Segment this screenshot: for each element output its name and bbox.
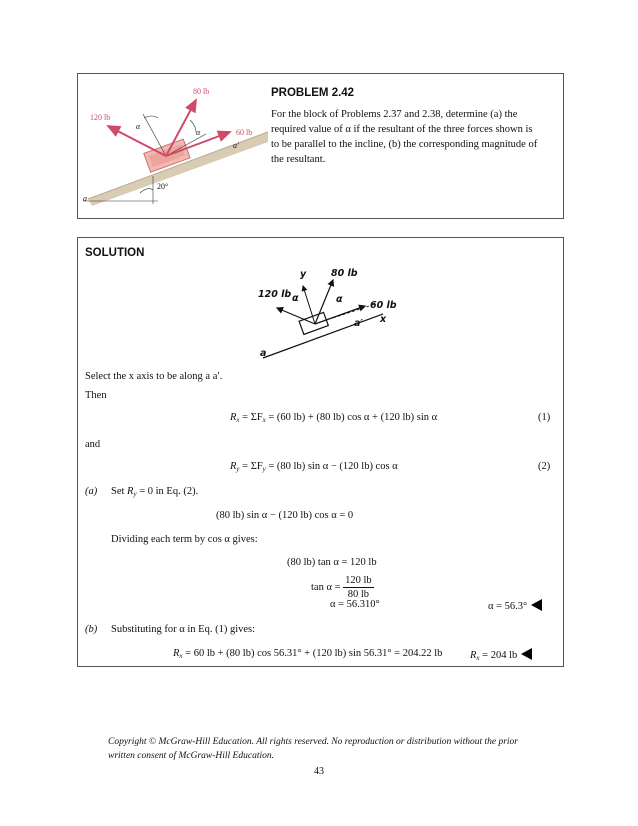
part-a-label [85,486,97,497]
label-a-prime: a′ [233,141,239,150]
tan-lhs: tan α = [311,581,341,593]
tan-equation [311,574,374,601]
part-a-text: Set $R_y = 0$ in Eq. (2). [111,486,199,498]
label-120lb: 120 lb [90,113,111,122]
sketch-a-prime: a′ [354,318,363,329]
tan-fraction [343,574,374,601]
label-alpha-left: α [136,122,141,131]
equation-1: $R_x = \Sigma F_x = (60$ lb) + (80 lb) cos α + (120 lb) sin α [230,412,438,424]
answer-arrow-icon [531,599,542,611]
copyright-line-2: written consent of McGraw-Hill Education. [108,751,274,761]
alpha-answer-text: α = 56.3° [488,601,528,612]
select-text: Select the x axis to be along a a′. [85,371,223,382]
tan-numerator: 120 lb [345,575,372,586]
eq1-number: (1) [538,412,551,423]
answer-arrow-icon [521,648,532,660]
problem-line-4: the resultant. [271,154,326,165]
problem-line-3: to be parallel to the incline, (b) the corresponding magnitude of [271,139,538,150]
alpha-answer [488,599,542,612]
solution-title: SOLUTION [85,247,145,259]
copyright-line-1: Copyright © McGraw-Hill Education. All rights reserved. No reproduction or distribution without the prior [108,737,518,747]
page-number: 43 [314,766,324,777]
and-text: and [85,439,101,450]
eq1-rhs: = (60 lb) + (80 lb) cos α + (120 lb) sin α [268,412,438,423]
sketch-60lb: 60 lb [370,300,397,311]
sketch-y: y [300,269,307,280]
label-angle: 20° [157,182,169,191]
eq1-sigma: = ΣF [242,412,263,423]
tan-denominator: 80 lb [347,589,370,600]
part-b: (b) [85,624,98,635]
sketch-a: a [260,348,267,359]
sketch-x: x [380,314,387,325]
set-text-2: = 0 in Eq. (2). [139,486,199,497]
eq2-rhs: = (80 lb) sin α − (120 lb) cos α [268,461,398,472]
then-text: Then [85,390,107,401]
part-a: (a) [85,486,98,497]
problem-line-1: For the block of Problems 2.37 and 2.38, determine (a) the [271,109,518,120]
problem-line-2: required value of α if the resultant of the three forces shown is [271,124,533,135]
rx-equation-text: = 60 lb + (80 lb) cos 56.31° + (120 lb) sin 56.31° = 204.22 lb [185,648,443,659]
solution-box [77,237,564,667]
rx-answer-text: = 204 lb [482,650,518,661]
label-a: a [83,194,87,203]
problem-box [77,73,564,219]
part-b-text: Substituting for α in Eq. (1) gives: [111,624,256,635]
sketch-alpha-left: α [292,293,299,304]
equation-4: (80 lb) tan α = 120 lb [287,557,377,568]
problem-text [271,107,537,167]
problem-title: PROBLEM 2.42 [271,87,355,99]
equation-2: $R_y = \Sigma F_y = (80$ lb) sin α − (120 lb) cos α [230,461,398,473]
label-60lb: 60 lb [236,128,253,137]
label-80lb: 80 lb [193,87,210,96]
label-alpha-right: α [196,128,201,137]
alpha-value: α = 56.310° [330,599,380,610]
rx-equation: $R_x = 60$ lb + (80 lb) cos 56.31° + (120 lb) sin 56.31° = 204.22 lb [173,648,443,660]
set-text: Set [111,486,125,497]
eq2-sigma: = ΣF [242,461,263,472]
part-b-label [85,624,97,635]
problem-figure [78,74,268,218]
sketch-alpha-right: α [336,294,343,305]
equation-3: (80 lb) sin α − (120 lb) cos α = 0 [216,510,354,521]
rx-answer: $R_x = 204$ lb [470,648,532,662]
sketch-80lb: 80 lb [331,268,358,279]
copyright-footer [108,735,518,763]
dividing-text: Dividing each term by cos α gives: [111,534,258,545]
solution-sketch [253,266,393,361]
eq2-number: (2) [538,461,551,472]
sketch-120lb: 120 lb [258,289,292,300]
